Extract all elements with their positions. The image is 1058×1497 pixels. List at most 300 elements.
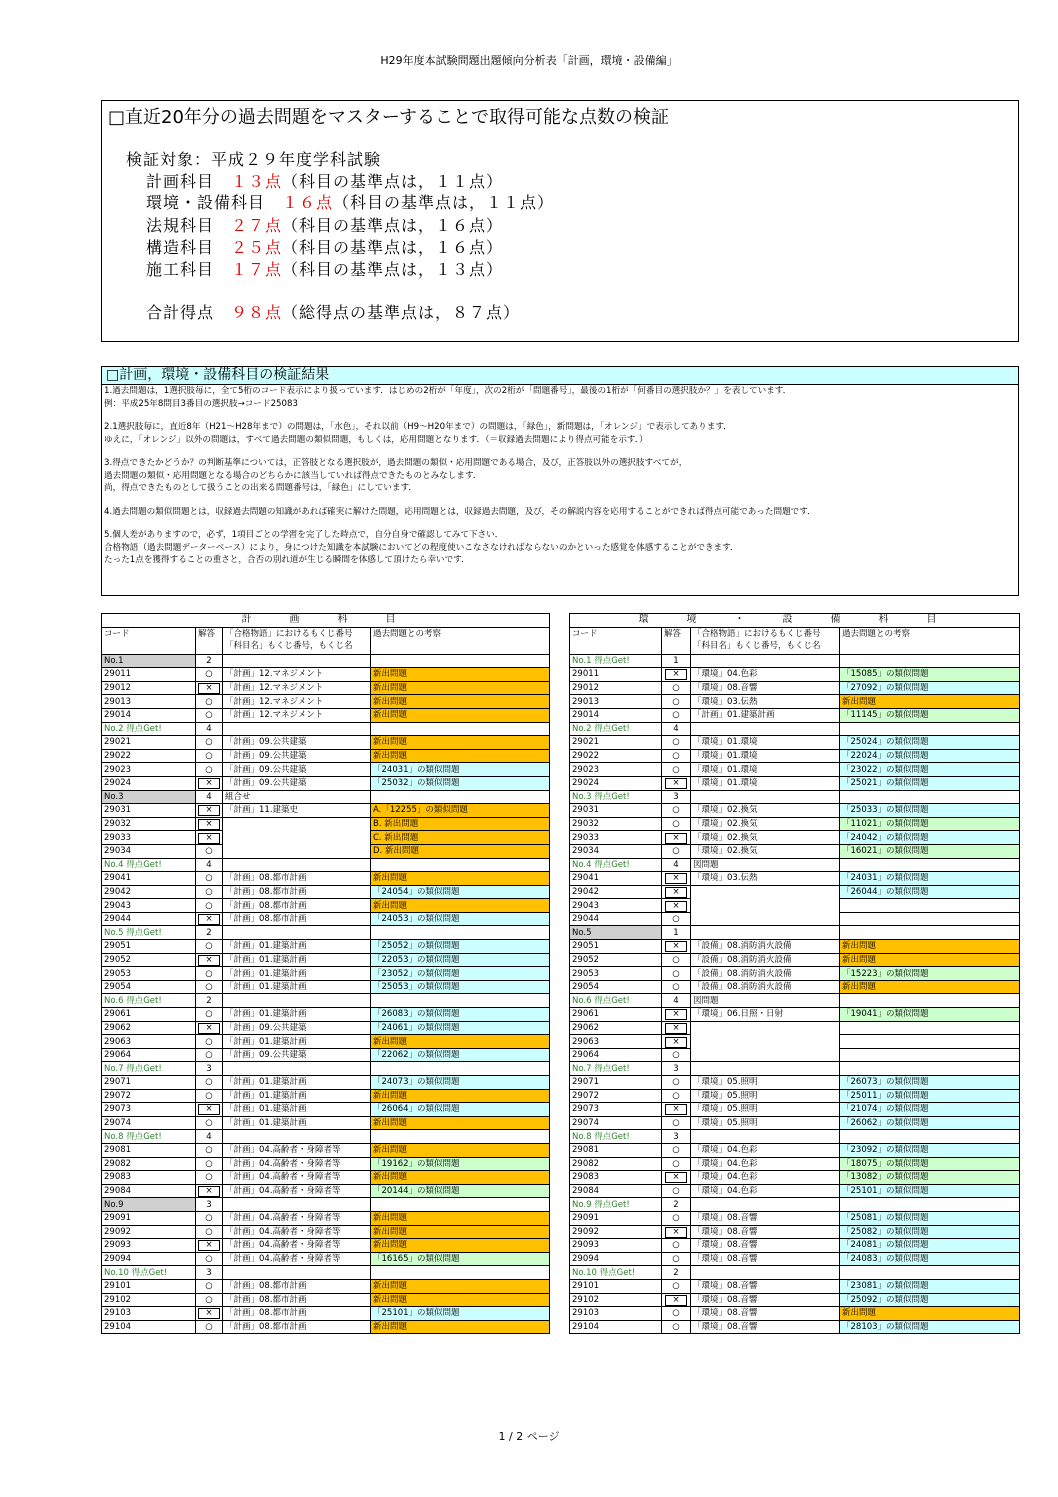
group-spacer: [371, 1266, 550, 1280]
answer-mark: [196, 1307, 223, 1321]
answer-mark: [662, 695, 691, 709]
reference-topic: 「計画」12.マネジメント: [223, 668, 371, 682]
analysis-cell: 「25101」の類似問題: [371, 1307, 550, 1321]
answer-mark: [662, 1211, 691, 1225]
answer-mark-text: ○: [672, 1321, 680, 1332]
analysis-cell: 新出問題: [840, 953, 1020, 967]
group-spacer: [840, 1130, 1020, 1144]
choice-row: [102, 1035, 550, 1049]
choice-row: [102, 872, 550, 886]
analysis-cell: 新出問題: [371, 1225, 550, 1239]
choice-code: 29013: [102, 695, 196, 709]
reference-topic: 「計画」04.高齢者・身障者等: [223, 1225, 371, 1239]
analysis-cell: 新出問題: [371, 1035, 550, 1049]
col-header-code: コード: [570, 627, 662, 654]
analysis-cell: 新出問題: [371, 695, 550, 709]
answer-mark: [196, 1021, 223, 1035]
group-spacer: [371, 1130, 550, 1144]
group-note: [223, 858, 371, 872]
choice-code: 29042: [102, 885, 196, 899]
reference-topic: 「環境」08.音響: [691, 1225, 840, 1239]
choice-code: 29052: [570, 953, 662, 967]
choice-code: 29012: [570, 681, 662, 695]
correct-choice: 3: [662, 1130, 691, 1144]
group-label: No.3: [102, 790, 196, 804]
group-note: [223, 1130, 371, 1144]
analysis-cell: 新出問題: [371, 681, 550, 695]
subject-note: （科目の基準点は，１６点）: [282, 216, 504, 235]
reference-topic: 「計画」08.都市計画: [223, 885, 371, 899]
answer-mark-text: ○: [205, 886, 213, 897]
choice-code: 29054: [102, 980, 196, 994]
answer-mark: [662, 1008, 691, 1022]
analysis-cell: 「22053」の類似問題: [371, 953, 550, 967]
reference-topic: 「環境」01.環境: [691, 776, 840, 790]
choice-row: [102, 763, 550, 777]
answer-mark-text: ×: [198, 1308, 219, 1319]
reference-topic: 「計画」09.公共建築: [223, 736, 371, 750]
choice-code: 29061: [102, 1008, 196, 1022]
group-label: No.10 得点Get!: [102, 1266, 196, 1280]
page-header: H29年度本試験問題出題傾向分析表「計画，環境・設備編」: [380, 54, 678, 67]
answer-mark-text: ○: [205, 710, 213, 721]
choice-row: [102, 1184, 550, 1198]
answer-mark: [662, 776, 691, 790]
answer-mark-text: ×: [665, 1227, 686, 1238]
reference-topic: 「環境」08.音響: [691, 1320, 840, 1334]
analysis-cell: 「15085」の類似問題: [840, 668, 1020, 682]
choice-row: [102, 1279, 550, 1293]
question-group-row: [570, 926, 1020, 940]
answer-mark-text: ○: [205, 1321, 213, 1332]
analysis-cell: 「25021」の類似問題: [840, 776, 1020, 790]
choice-row: [102, 967, 550, 981]
reference-topic: 「計画」04.高齢者・身障者等: [223, 1252, 371, 1266]
question-group-row: [102, 1062, 550, 1076]
choice-code: 29051: [570, 940, 662, 954]
choice-row: [102, 1252, 550, 1266]
analysis-cell: 「27092」の類似問題: [840, 681, 1020, 695]
answer-mark-text: ○: [672, 751, 680, 762]
choice-code: 29081: [102, 1143, 196, 1157]
group-label: No.7 得点Get!: [102, 1062, 196, 1076]
choice-code: 29073: [102, 1103, 196, 1117]
choice-code: 29102: [102, 1293, 196, 1307]
question-group-row: [570, 1130, 1020, 1144]
analysis-cell: A.「12255」の類似問題: [371, 804, 550, 818]
analysis-cell: 「18075」の類似問題: [840, 1157, 1020, 1171]
analysis-cell: 新出問題: [840, 980, 1020, 994]
answer-mark-text: ○: [205, 968, 213, 979]
answer-mark: [196, 749, 223, 763]
answer-mark-text: ×: [665, 941, 686, 952]
choice-code: 29031: [570, 804, 662, 818]
answer-mark-text: ○: [672, 1240, 680, 1251]
answer-mark-text: ○: [205, 696, 213, 707]
answer-mark: [662, 1252, 691, 1266]
reference-topic: [691, 912, 840, 926]
group-label: No.6 得点Get!: [570, 994, 662, 1008]
question-group-row: [570, 722, 1020, 736]
question-group-row: [102, 994, 550, 1008]
choice-code: 29091: [102, 1211, 196, 1225]
choice-code: 29062: [102, 1021, 196, 1035]
analysis-cell: 新出問題: [371, 668, 550, 682]
choice-code: 29032: [102, 817, 196, 831]
question-group-row: [102, 858, 550, 872]
answer-mark-text: ○: [672, 764, 680, 775]
choice-row: [570, 1184, 1020, 1198]
answer-mark-text: ○: [672, 846, 680, 857]
answer-mark: [196, 804, 223, 818]
answer-mark: [196, 736, 223, 750]
choice-code: 29082: [570, 1157, 662, 1171]
question-group-row: [570, 790, 1020, 804]
choice-row: [570, 953, 1020, 967]
choice-row: [570, 1307, 1020, 1321]
subject-score: １３点: [231, 172, 283, 191]
choice-row: [102, 804, 550, 818]
analysis-cell: 「26062」の類似問題: [840, 1116, 1020, 1130]
analysis-cell: 「25053」の類似問題: [371, 980, 550, 994]
choice-row: [102, 1307, 550, 1321]
answer-mark: [662, 872, 691, 886]
answer-mark-text: ○: [205, 1213, 213, 1224]
answer-mark: [662, 1103, 691, 1117]
reference-topic: 「計画」04.高齢者・身障者等: [223, 1171, 371, 1185]
choice-code: 29061: [570, 1008, 662, 1022]
group-note: 組合せ: [223, 790, 371, 804]
reference-topic: 「計画」01.建築計画: [223, 1035, 371, 1049]
col-header-code: コード: [102, 627, 196, 654]
answer-mark: [196, 1252, 223, 1266]
reference-topic: 「設備」08.消防消火設備: [691, 940, 840, 954]
analysis-cell: 新出問題: [371, 1279, 550, 1293]
analysis-cell: 「15223」の類似問題: [840, 967, 1020, 981]
reference-topic: 「設備」08.消防消火設備: [691, 967, 840, 981]
answer-mark-text: ○: [205, 1090, 213, 1101]
answer-mark: [662, 817, 691, 831]
reference-topic: 「計画」01.建築計画: [223, 1089, 371, 1103]
analysis-cell: 「16021」の類似問題: [840, 844, 1020, 858]
choice-row: [570, 940, 1020, 954]
choice-code: 29084: [102, 1184, 196, 1198]
answer-mark: [662, 1320, 691, 1334]
answer-mark-text: ×: [665, 1295, 686, 1306]
choice-code: 29053: [570, 967, 662, 981]
choice-code: 29031: [102, 804, 196, 818]
subject-note: （科目の基準点は，１１点）: [333, 193, 555, 212]
correct-choice: 4: [196, 722, 223, 736]
analysis-cell: 「26064」の類似問題: [371, 1103, 550, 1117]
group-spacer: [840, 1198, 1020, 1212]
answer-mark-text: ○: [672, 914, 680, 925]
analysis-cell: 新出問題: [840, 1307, 1020, 1321]
choice-row: [570, 912, 1020, 926]
reference-topic: 「計画」01.建築計画: [223, 1116, 371, 1130]
reference-topic: 「設備」08.消防消火設備: [691, 953, 840, 967]
choice-code: 29014: [570, 708, 662, 722]
answer-mark: [662, 953, 691, 967]
analysis-cell: 「24042」の類似問題: [840, 831, 1020, 845]
analysis-cell: 「24081」の類似問題: [840, 1239, 1020, 1253]
choice-code: 29024: [570, 776, 662, 790]
answer-mark-text: ○: [672, 954, 680, 965]
reference-topic: 「計画」01.建築計画: [223, 1103, 371, 1117]
choice-row: [102, 668, 550, 682]
reference-topic: 「環境」05.照明: [691, 1089, 840, 1103]
note-3: 3.得点できたかどうか？の判断基準については，正答肢となる選択肢が，過去問題の類似・応用問題である場合，及び，正答肢以外の選択肢すべてが，: [104, 458, 688, 468]
analysis-cell: [840, 912, 1020, 926]
choice-row: [102, 1239, 550, 1253]
answer-mark: [662, 844, 691, 858]
col-header-answer: 解答: [196, 627, 223, 654]
reference-topic: 「計画」09.公共建築: [223, 749, 371, 763]
group-spacer: [371, 994, 550, 1008]
note-5: 5.個人差がありますので，必ず，1項目ごとの学習を完了した時点で，自分自身で確認してみて下さい．: [104, 530, 504, 540]
reference-topic: [691, 1035, 840, 1049]
group-label: No.4 得点Get!: [102, 858, 196, 872]
col-header-reference-line2: 「科目名」もくじ番号，もくじ名: [225, 640, 353, 651]
choice-row: [102, 776, 550, 790]
reference-topic: 「環境」05.照明: [691, 1116, 840, 1130]
choice-code: 29103: [570, 1307, 662, 1321]
analysis-cell: 「23022」の類似問題: [840, 763, 1020, 777]
col-header-analysis: 過去問題との考察: [371, 627, 550, 654]
reference-topic: 「計画」09.公共建築: [223, 1048, 371, 1062]
choice-code: 29021: [570, 736, 662, 750]
group-note: [223, 1198, 371, 1212]
question-group-row: [102, 654, 550, 668]
choice-row: [102, 1143, 550, 1157]
choice-row: [102, 695, 550, 709]
answer-mark-text: ○: [205, 751, 213, 762]
summary-box: [101, 100, 1019, 342]
reference-topic: [223, 844, 371, 858]
reference-topic: 「計画」12.マネジメント: [223, 681, 371, 695]
col-header-reference-line1: 「合格物語」におけるもくじ番号: [693, 628, 821, 639]
subject-name: 構造科目: [146, 238, 215, 257]
choice-row: [570, 899, 1020, 913]
analysis-cell: 「16165」の類似問題: [371, 1252, 550, 1266]
reference-topic: 「環境」06.日照・日射: [691, 1008, 840, 1022]
choice-row: [102, 736, 550, 750]
summary-title: □直近20年分の過去問題をマスターすることで取得可能な点数の検証: [108, 107, 670, 128]
answer-mark-text: ○: [205, 669, 213, 680]
question-group-row: [102, 1266, 550, 1280]
choice-row: [570, 1320, 1020, 1334]
reference-topic: [691, 885, 840, 899]
group-note: 図問題: [691, 858, 840, 872]
answer-mark-text: ×: [198, 1023, 219, 1034]
subject-note: （科目の基準点は，１１点）: [282, 172, 504, 191]
choice-row: [570, 1293, 1020, 1307]
answer-mark-text: ○: [205, 1172, 213, 1183]
group-label: No.2 得点Get!: [570, 722, 662, 736]
choice-row: [570, 804, 1020, 818]
analysis-cell: 「13082」の類似問題: [840, 1171, 1020, 1185]
choice-code: 29102: [570, 1293, 662, 1307]
subject-name: 法規科目: [146, 216, 215, 235]
group-note: [691, 790, 840, 804]
group-label: No.9: [102, 1198, 196, 1212]
answer-mark-text: ×: [665, 901, 686, 912]
answer-mark: [662, 1089, 691, 1103]
choice-row: [102, 885, 550, 899]
answer-mark: [662, 1116, 691, 1130]
answer-mark-text: ×: [198, 833, 219, 844]
answer-mark: [196, 1211, 223, 1225]
reference-topic: 「環境」08.音響: [691, 1252, 840, 1266]
choice-code: 29034: [570, 844, 662, 858]
choice-row: [102, 844, 550, 858]
choice-row: [102, 1076, 550, 1090]
analysis-cell: 「19162」の類似問題: [371, 1157, 550, 1171]
answer-mark: [196, 1239, 223, 1253]
reference-topic: 「計画」08.都市計画: [223, 1320, 371, 1334]
reference-topic: 「計画」08.都市計画: [223, 899, 371, 913]
choice-row: [570, 1239, 1020, 1253]
answer-mark-text: ×: [665, 833, 686, 844]
subject-score: ２５点: [231, 238, 283, 257]
correct-choice: 4: [196, 1130, 223, 1144]
correct-choice: 2: [662, 1198, 691, 1212]
group-note: [223, 654, 371, 668]
group-spacer: [371, 1198, 550, 1212]
choice-code: 29041: [570, 872, 662, 886]
group-spacer: [371, 722, 550, 736]
summary-row: [146, 213, 503, 236]
note-2: 2.1選択肢毎に，直近8年（H21～H28年まで）の問題は，「水色」，それ以前（H9～H20年まで）の問題は，「緑色」，新問題は，「オレンジ」で表示してあります．: [104, 422, 732, 432]
group-spacer: [371, 790, 550, 804]
choice-code: 29042: [570, 885, 662, 899]
group-note: [223, 722, 371, 736]
reference-topic: 「環境」01.環境: [691, 736, 840, 750]
analysis-cell: 新出問題: [371, 1089, 550, 1103]
reference-topic: 「環境」04.色彩: [691, 1157, 840, 1171]
group-note: [691, 1198, 840, 1212]
choice-code: 29071: [102, 1076, 196, 1090]
analysis-cell: 「25081」の類似問題: [840, 1211, 1020, 1225]
answer-mark-text: ○: [205, 1281, 213, 1292]
choice-row: [570, 872, 1020, 886]
answer-mark: [196, 1076, 223, 1090]
analysis-cell: [840, 1021, 1020, 1035]
choice-code: 29074: [102, 1116, 196, 1130]
choice-code: 29043: [102, 899, 196, 913]
choice-row: [570, 967, 1020, 981]
choice-row: [102, 899, 550, 913]
results-title: □計画，環境・設備科目の検証結果: [102, 367, 1018, 385]
reference-topic: 「計画」04.高齢者・身障者等: [223, 1143, 371, 1157]
group-label: No.5 得点Get!: [102, 926, 196, 940]
analysis-cell: 「22062」の類似問題: [371, 1048, 550, 1062]
analysis-cell: 新出問題: [371, 1171, 550, 1185]
analysis-cell: 「11145」の類似問題: [840, 708, 1020, 722]
answer-mark-text: ×: [665, 1104, 686, 1115]
analysis-cell: 「24031」の類似問題: [840, 872, 1020, 886]
question-group-row: [570, 994, 1020, 1008]
answer-mark-text: ○: [672, 737, 680, 748]
answer-mark: [662, 912, 691, 926]
answer-mark-text: ○: [205, 1254, 213, 1265]
answer-mark: [196, 940, 223, 954]
answer-mark-text: ×: [665, 873, 686, 884]
reference-topic: 「環境」01.環境: [691, 749, 840, 763]
choice-row: [570, 776, 1020, 790]
answer-mark: [662, 708, 691, 722]
choice-code: 29083: [570, 1171, 662, 1185]
reference-topic: [691, 1048, 840, 1062]
question-group-row: [102, 926, 550, 940]
answer-mark: [662, 668, 691, 682]
answer-mark-text: ×: [665, 1037, 686, 1048]
reference-topic: 「計画」09.公共建築: [223, 776, 371, 790]
analysis-cell: B. 新出問題: [371, 817, 550, 831]
choice-code: 29013: [570, 695, 662, 709]
answer-mark: [196, 912, 223, 926]
reference-topic: 「環境」04.色彩: [691, 668, 840, 682]
answer-mark: [662, 1225, 691, 1239]
answer-mark-text: ○: [672, 968, 680, 979]
choice-row: [102, 1320, 550, 1334]
choice-code: 29074: [570, 1116, 662, 1130]
choice-row: [102, 1225, 550, 1239]
choice-code: 29012: [102, 681, 196, 695]
answer-mark: [662, 1021, 691, 1035]
reference-topic: 「環境」05.照明: [691, 1103, 840, 1117]
choice-code: 29054: [570, 980, 662, 994]
answer-mark-text: ○: [205, 846, 213, 857]
reference-topic: 「計画」01.建築計画: [223, 980, 371, 994]
reference-topic: 「計画」01.建築計画: [223, 953, 371, 967]
correct-choice: 4: [662, 858, 691, 872]
choice-code: 29064: [102, 1048, 196, 1062]
analysis-cell: 新出問題: [371, 1211, 550, 1225]
analysis-cell: 「23052」の類似問題: [371, 967, 550, 981]
summary-row: [146, 257, 503, 280]
choice-row: [102, 1116, 550, 1130]
analysis-cell: 新出問題: [371, 1143, 550, 1157]
reference-topic: 「計画」04.高齢者・身障者等: [223, 1239, 371, 1253]
choice-code: 29033: [570, 831, 662, 845]
analysis-cell: 「25101」の類似問題: [840, 1184, 1020, 1198]
reference-topic: 「設備」08.消防消火設備: [691, 980, 840, 994]
choice-code: 29043: [570, 899, 662, 913]
analysis-cell: [840, 1048, 1020, 1062]
group-label: No.1: [102, 654, 196, 668]
answer-mark: [196, 831, 223, 845]
reference-topic: 「環境」08.音響: [691, 1307, 840, 1321]
analysis-cell: 「28103」の類似問題: [840, 1320, 1020, 1334]
table-title: 環 境 ・ 設 備 科 目: [570, 614, 1020, 628]
answer-mark-text: ○: [205, 1158, 213, 1169]
choice-code: 29082: [102, 1157, 196, 1171]
choice-row: [570, 1076, 1020, 1090]
choice-row: [570, 1252, 1020, 1266]
choice-row: [102, 980, 550, 994]
analysis-cell: 「25011」の類似問題: [840, 1089, 1020, 1103]
answer-mark: [196, 1103, 223, 1117]
choice-row: [570, 736, 1020, 750]
analysis-cell: 「23081」の類似問題: [840, 1279, 1020, 1293]
answer-mark-text: ○: [672, 710, 680, 721]
answer-mark-text: ○: [205, 1294, 213, 1305]
choice-row: [102, 940, 550, 954]
answer-mark: [196, 1320, 223, 1334]
answer-mark: [196, 1225, 223, 1239]
answer-mark: [662, 1157, 691, 1171]
